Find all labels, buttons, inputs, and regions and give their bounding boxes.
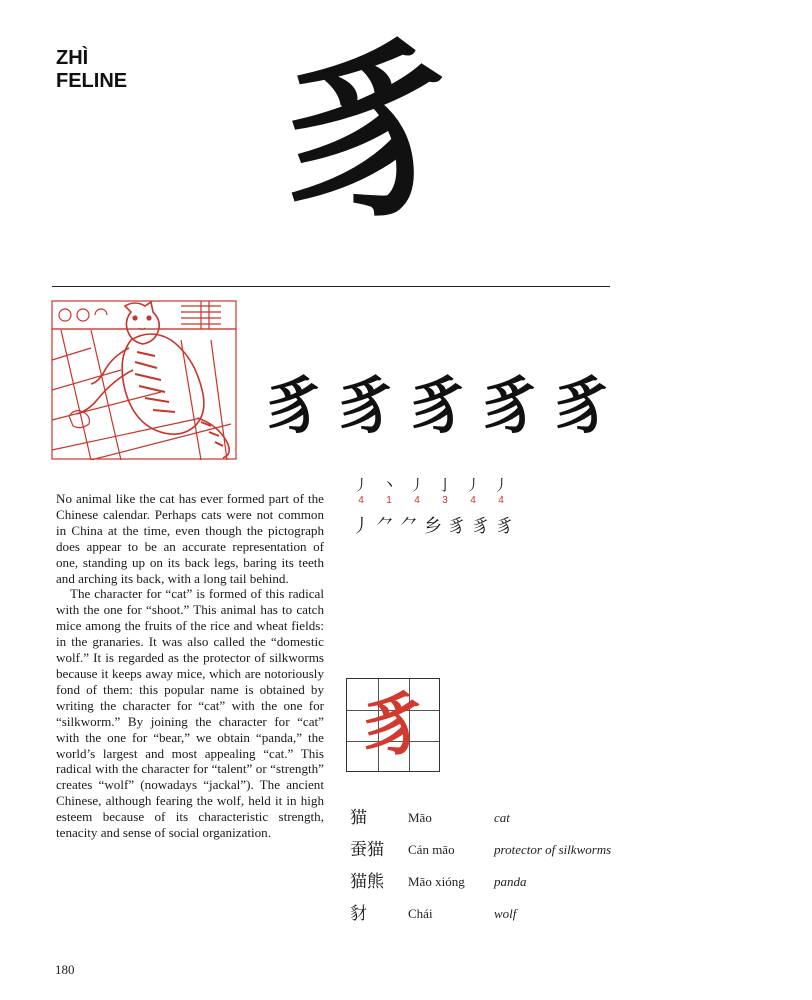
- practice-character: 豸: [359, 686, 428, 765]
- stroke-buildup-step: 乡: [424, 516, 442, 537]
- stroke-symbol: 丿: [409, 476, 425, 494]
- stroke-buildup-step: 丿: [352, 516, 370, 537]
- vocab-pinyin: Māo xióng: [408, 874, 465, 889]
- vocab-pinyin: Chái: [408, 906, 433, 921]
- stroke-symbol: 丿: [493, 476, 509, 494]
- evolution-stage: 豸: [264, 369, 327, 442]
- title-block: [56, 47, 256, 93]
- stroke-number: 3: [442, 495, 448, 506]
- stroke-buildup-step: ⺈: [400, 516, 418, 537]
- stroke-symbol: 丿: [353, 476, 369, 494]
- body-paragraph: No animal like the cat has ever formed part of the Chinese calendar. Perhaps cats were not common in China at the time, even though the pictograph does appear to be an accurate representation of one, standing up on its back legs, baring its teeth and arching its back, with a long tail behind.: [56, 491, 324, 586]
- evolution-stage: 豸: [335, 369, 398, 442]
- page-number: 180: [55, 962, 75, 977]
- section-divider: [52, 286, 610, 287]
- evolution-stage: 豸: [551, 369, 614, 442]
- vocabulary-row: [350, 806, 650, 838]
- vocab-english: protector of silkworms: [494, 842, 612, 857]
- stroke-order: [352, 474, 532, 562]
- stroke-buildup-step: 豸: [496, 516, 514, 537]
- stroke-number: 4: [358, 495, 364, 506]
- vocab-hanzi: 豺: [350, 904, 367, 924]
- vocab-hanzi: 猫: [350, 808, 367, 828]
- stroke-symbol: 丶: [381, 476, 397, 494]
- stroke-buildup-step: 豸: [472, 516, 490, 537]
- vocab-english: panda: [494, 874, 527, 889]
- stroke-buildup-step: 豸: [448, 516, 466, 537]
- stroke-number: 4: [414, 495, 420, 506]
- stroke-symbol: 亅: [437, 476, 453, 494]
- vocabulary-row: [350, 902, 650, 934]
- body-paragraph: The character for “cat” is formed of this radical with the one for “shoot.” This animal has to catch mice among the fruits of the rice and wheat fields: in the granaries. It was also called the “domestic wolf.” It is regarded as the protector of silkworms because it keeps away mice, which are notoriously fond of them: this popular name is obtained by writing the character for “cat” with the one for “silkworm.” By joining the character for “cat” with the one for “bear,” we obtain “panda,” the world’s largest and most appealing “cat.” This radical with the character for “talent” or “strength” creates “wolf” (nowadays “jackal”). The ancient Chinese, although fearing the wolf, held it in high esteem because of its characteristic strength, tenacity and sense of social organization.: [56, 586, 324, 841]
- vocab-pinyin: Māo: [408, 810, 432, 825]
- vocab-english: cat: [494, 810, 510, 825]
- title-pinyin: ZHÌ: [56, 47, 89, 69]
- vocab-pinyin: Cán māo: [408, 842, 455, 857]
- vocab-hanzi: 猫熊: [350, 872, 384, 892]
- title-meaning: FELINE: [56, 70, 128, 92]
- evolution-stage: 豸: [407, 369, 470, 442]
- main-character: 豸: [276, 22, 467, 243]
- stroke-buildup-step: ⺈: [376, 516, 394, 537]
- cat-illustration: [51, 300, 237, 460]
- evolution-stage: 豸: [479, 369, 542, 442]
- vocabulary-list: [350, 806, 650, 934]
- stroke-number: 4: [498, 495, 504, 506]
- stroke-buildup: [352, 512, 532, 538]
- stroke-symbol: 丿: [465, 476, 481, 494]
- practice-grid: [346, 678, 440, 772]
- stroke-symbols: [352, 474, 532, 495]
- vocabulary-row: [350, 870, 650, 902]
- vocab-hanzi: 蚕猫: [350, 840, 384, 860]
- vocabulary-row: [350, 838, 650, 870]
- stroke-number: 4: [470, 495, 476, 506]
- body-text: [56, 491, 324, 841]
- vocab-english: wolf: [494, 906, 517, 921]
- character-evolution: [264, 352, 614, 460]
- stroke-numbers: [352, 495, 532, 506]
- stroke-number: 1: [386, 495, 392, 506]
